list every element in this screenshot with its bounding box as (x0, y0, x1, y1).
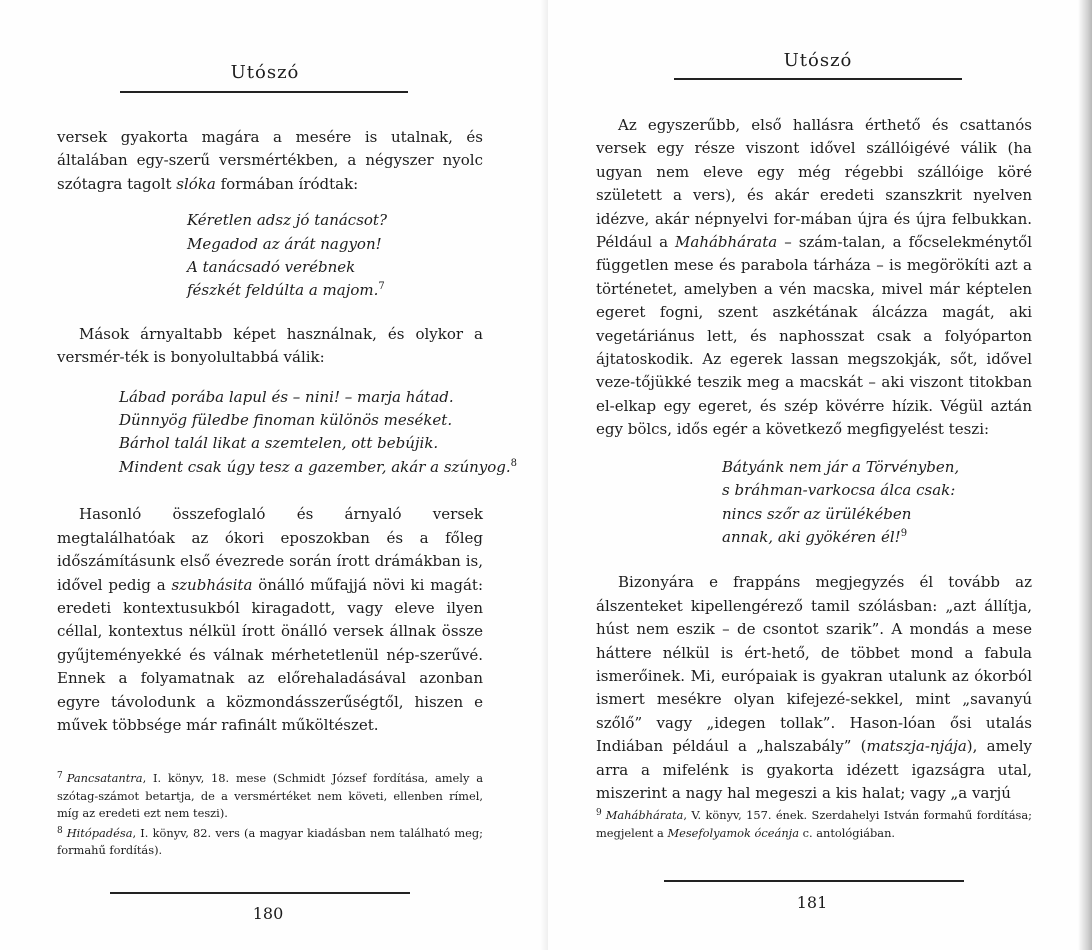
verse-line: Bárhol talál likat a szemtelen, ott bebújik. (119, 434, 439, 453)
paragraph: Mások árnyaltabb képet használnak, és olykor a versmér-ték is bonyolultabbá válik: (57, 324, 483, 367)
footnote-text: c. antológiában. (798, 825, 896, 840)
verse-block (187, 209, 483, 303)
header-rule (674, 78, 962, 80)
paragraph (596, 571, 1032, 805)
verse-block (722, 456, 1032, 550)
footnote (57, 768, 483, 823)
footnote-number: 9 (596, 808, 602, 818)
verse-line: Kéretlen adsz jó tanácsot? (187, 211, 387, 230)
page-edge-shadow (1078, 0, 1092, 950)
body-text (57, 126, 518, 737)
verse-line (119, 456, 518, 479)
footer-rule (664, 880, 964, 882)
verse-line: nincs szőr az ürülékében (722, 504, 912, 523)
footnote-ref: 7 (378, 281, 385, 293)
verse-block (119, 386, 518, 480)
paragraph-text: versek gyakorta magára a mesére is utalnak, és általában egy-szerű versmértékben, a négyszer nyolc szótagra tagolt (57, 128, 483, 193)
footnote-text: , I. könyv, 18. mese (Schmidt József fordítása, amely a szótag-számot betartja, de a versmértéket nem követi, ellenben rímel, míg az eredeti ezt nem teszi). (57, 771, 483, 820)
footnote-number: 8 (57, 825, 63, 836)
footnote-text: , I. könyv, 82. vers (a magyar kiadásban nem található meg; formahű fordítás). (57, 825, 483, 857)
running-head: Utószó (230, 62, 300, 83)
footnote-ref: 9 (900, 527, 908, 539)
footnotes (57, 768, 483, 860)
italic-term: Mahábhárata (675, 233, 778, 252)
footnote-title: Mesefolyamok óceánja (667, 825, 799, 840)
paragraph-text: önálló műfajjá növi ki magát: eredeti kontextusukból kiragadott, vagy eleve ilyen céllal, kontextus nélkül írott önálló versek állnak össze gyűjteményekké és válnak mérhetetlenül nép-szerűvé. Ennek a folyamatnak az előrehaladásával azonban egyre távolodunk a közmondásszerűségtől, hiszen e művek többsége már rafinált műköltészet. (57, 575, 483, 734)
paragraph (596, 114, 1032, 442)
footnote-title: Mahábhárata (605, 808, 684, 822)
verse-line-text: fészkét feldúlta a majom. (187, 281, 379, 300)
footnote (57, 823, 483, 860)
footnote-title: Pancsatantra (66, 771, 143, 785)
verse-line-text: Mindent csak úgy tesz a gazember, akár a szúnyog. (119, 457, 511, 476)
footnote-number: 7 (57, 771, 63, 781)
verse-line: Megadod az árát nagyon! (187, 234, 382, 253)
footer-rule (110, 892, 410, 894)
verse-line (722, 526, 1032, 549)
header-rule (120, 91, 408, 93)
verse-line-text: annak, aki gyökéren él! (722, 527, 901, 546)
paragraph (57, 126, 483, 196)
footnote (596, 805, 1032, 842)
paragraph-text: Hasonló összefoglaló és árnyaló versek megtalálhatóak az ókori eposzokban és a főleg időszámításunk első évezrede során írott drámákban is, idővel pedig a (57, 505, 483, 594)
verse-line: Dünnyög füledbe finoman különös meséket. (119, 411, 453, 430)
verse-line: A tanácsadó verébnek (187, 258, 356, 277)
verse-line: Lábad porába lapul és – nini! – marja hátad. (119, 387, 454, 406)
paragraph-text: ), amely arra a mifelénk is gyakorta idézett igazságra utal, miszerint a nagy hal megeszi a kis halat; vagy „a varjú (596, 737, 1032, 802)
paragraph-text: – szám-talan, a főcselekménytől független mese és parabola tárháza – is megörökíti azt a történetet, amelyben a vén macska, mivel már képtelen egeret fogni, szent aszkétának álcázza magát, aki vegetáriánus lett, és naphosszat csak a folyóparton ájtatoskodik. Az egerek lassan megszokják, sőt, idővel veze-tőjükké teszik meg a macskát – aki viszont titokban el-elkap egy egeret, és szép kövérre hízik. Végül aztán egy bölcs, idős egér a következő megfigyelést teszi: (596, 233, 1032, 439)
paragraph (57, 503, 483, 737)
page-number: 180 (252, 904, 284, 923)
verse-line: s bráhman-varkocsa álca csak: (722, 481, 956, 500)
paragraph-text: formában íródtak: (215, 174, 359, 193)
right-page (548, 0, 1092, 950)
italic-term: szubhásita (171, 575, 253, 594)
verse-line: Bátyánk nem jár a Törvényben, (722, 457, 960, 476)
footnote-title: Hitópadésa (66, 825, 133, 840)
paragraph-text: Bizonyára e frappáns megjegyzés él tovább az álszenteket kipellengérező tamil szólásban: „azt állítja, húst nem eszik – de csontot szarik”. A mondás a mese háttere nélkül is ért-hető, de többet mond a fabula ismerőinek. Mi, európaiak is gyakran utalunk az ókorból ismert mesékre olyan kifejezé-sekkel, mint „savanyú szőlő” vagy „idegen tollak”. Hason-lóan ősi utalás Indiában például a „halszabály” ( (596, 573, 1032, 756)
footnotes (596, 805, 1032, 842)
page-number: 181 (796, 893, 828, 912)
italic-term: slóka (176, 174, 216, 193)
italic-term: matszja-njája (866, 737, 967, 756)
footnote-text: , V. könyv, 157. ének. Szerdahelyi István formahű fordítása; megjelent a (596, 808, 1032, 840)
running-head: Utószó (783, 50, 853, 71)
footnote-ref: 8 (510, 457, 518, 469)
verse-line (187, 279, 483, 302)
paragraph-text: Az egyszerűbb, első hallásra érthető és csattanós versek egy része viszont idővel szállóigévé válik (ha ugyan nem eleve egy még régebbi szállóige köré született a vers), és akár eredeti szanszkrit nyelven idézve, akár népnyelvi for-mában újra és újra felbukkan. Például a (596, 116, 1032, 252)
body-text (596, 114, 1032, 805)
